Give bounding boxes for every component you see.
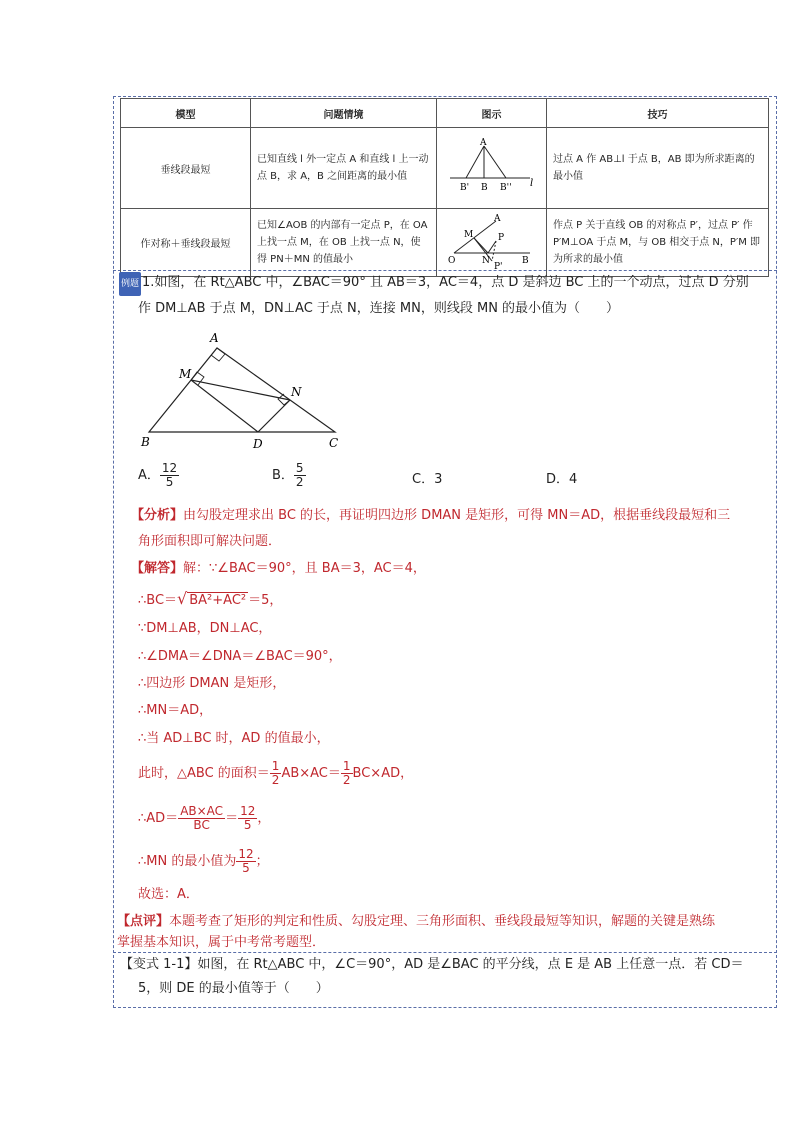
comment-label: 【点评】 bbox=[117, 914, 170, 929]
solution-step-2: ∵DM⊥AB，DN⊥AC， bbox=[138, 621, 272, 636]
solution-step-8 bbox=[138, 805, 270, 832]
label-b1: B' bbox=[459, 182, 469, 193]
solution-step-9 bbox=[138, 848, 269, 875]
label-p1: P' bbox=[493, 262, 503, 269]
choice-d: D．4 bbox=[546, 472, 578, 487]
variant-label: 【变式 1-1】 bbox=[120, 957, 198, 972]
ad-result-numerator: 12 bbox=[240, 804, 256, 818]
segment-np bbox=[488, 241, 496, 253]
choice-a-fraction bbox=[160, 462, 179, 489]
choice-a bbox=[138, 462, 179, 489]
step-7-prefix: 此时，△ABC 的面积＝ bbox=[138, 766, 270, 781]
model-name: 作对称＋垂线段最短 bbox=[121, 209, 251, 277]
mn-fraction bbox=[236, 848, 255, 875]
model-name: 垂线段最短 bbox=[121, 128, 251, 209]
label-b: B bbox=[521, 256, 529, 266]
label-b2: B'' bbox=[499, 182, 512, 193]
step-8-suffix: ， bbox=[257, 811, 271, 826]
choice-b bbox=[272, 462, 306, 489]
triangle-figure bbox=[135, 328, 355, 453]
model-table bbox=[120, 98, 769, 277]
segment-mn bbox=[474, 238, 488, 253]
solution-step-6: ∴当 AD⊥BC 时，AD 的值最小， bbox=[138, 731, 330, 746]
choice-c: C．3 bbox=[412, 472, 443, 487]
label-n: N bbox=[481, 256, 490, 266]
example-text-1: 1.如图，在 Rt△ABC 中，∠BAC＝90° 且 AB＝3，AC＝4，点 D 是斜边 BC 上的一个动点，过点 D 分别 bbox=[142, 275, 749, 290]
choice-b-prefix: B． bbox=[272, 468, 294, 483]
header-situation: 问题情境 bbox=[251, 99, 437, 128]
solution-conclusion: 故选：A． bbox=[138, 887, 199, 902]
mn-denominator: 5 bbox=[242, 861, 250, 875]
ray-oa bbox=[454, 221, 496, 253]
half-denominator: 2 bbox=[271, 773, 280, 787]
solution-intro-text: 解：∵∠BAC＝90°，且 BA＝3，AC＝4， bbox=[183, 561, 426, 576]
variant-line-1 bbox=[120, 954, 743, 976]
solution-intro bbox=[131, 558, 426, 580]
solution-step-3: ∴∠DMA＝∠DNA＝∠BAC＝90°， bbox=[138, 649, 342, 664]
segment-dn bbox=[258, 400, 290, 432]
step-1-prefix: ∴BC＝ bbox=[138, 593, 178, 608]
table-header-row bbox=[121, 99, 769, 128]
segment-ab1 bbox=[466, 146, 484, 178]
step-1-suffix: ＝5， bbox=[248, 593, 283, 608]
label-a: A bbox=[493, 214, 500, 224]
step-8-prefix: ∴AD＝ bbox=[138, 811, 179, 826]
table-row bbox=[121, 128, 769, 209]
choice-b-numerator: 5 bbox=[295, 461, 304, 475]
example-tag: 例题 bbox=[119, 272, 141, 296]
variant-line-2: 5，则 DE 的最小值等于（ ） bbox=[138, 981, 329, 996]
comment-line-1 bbox=[117, 911, 715, 933]
step-8-equals: ＝ bbox=[225, 811, 239, 826]
label-a: A bbox=[479, 137, 486, 148]
label-b: B bbox=[480, 182, 488, 193]
example-line-2: 作 DM⊥AB 于点 M，DN⊥AC 于点 N，连接 MN，则线段 MN 的最小值为（ ） bbox=[138, 301, 620, 316]
solution-step-1 bbox=[138, 588, 282, 612]
label-n: N bbox=[291, 385, 302, 399]
label-p: P bbox=[497, 233, 504, 243]
label-d: D bbox=[253, 437, 263, 451]
label-o: O bbox=[447, 256, 455, 266]
header-figure: 图示 bbox=[437, 99, 547, 128]
header-technique: 技巧 bbox=[547, 99, 769, 128]
symmetry-figure bbox=[444, 213, 540, 269]
solution-step-7 bbox=[138, 760, 413, 787]
variant-text-1: 如图，在 Rt△ABC 中，∠C＝90°，AD 是∠BAC 的平分线，点 E 是 AB 上任意一点．若 CD＝ bbox=[197, 957, 744, 972]
ad-result-denominator: 5 bbox=[243, 818, 252, 832]
half-fraction-2 bbox=[341, 760, 353, 787]
choice-a-numerator: 12 bbox=[161, 461, 178, 475]
table-row bbox=[121, 209, 769, 277]
label-l: l bbox=[529, 177, 533, 189]
label-b: B bbox=[141, 435, 150, 449]
perpendicular-figure bbox=[444, 138, 540, 196]
label-a: A bbox=[210, 331, 219, 345]
choice-a-denominator: 5 bbox=[165, 475, 174, 489]
figure-cell bbox=[437, 209, 547, 277]
situation-text: 已知直线 l 外一定点 A 和直线 l 上一动点 B，求 A，B 之间距离的最小值 bbox=[251, 128, 437, 209]
step-7-suffix: BC×AD， bbox=[352, 766, 414, 781]
figure-cell bbox=[437, 128, 547, 209]
example-line-1 bbox=[119, 272, 749, 296]
label-c: C bbox=[329, 436, 339, 450]
right-angle-a bbox=[211, 348, 225, 361]
comment-text-1: 本题考查了矩形的判定和性质、勾股定理、三角形面积、垂线段最短等知识，解题的关键是熟练 bbox=[169, 914, 716, 929]
step-9-suffix: ； bbox=[255, 854, 269, 869]
half-fraction bbox=[270, 760, 282, 787]
label-m: M bbox=[463, 230, 473, 240]
solution-step-5: ∴MN＝AD， bbox=[138, 703, 213, 718]
half-numerator-2: 1 bbox=[342, 759, 351, 773]
analysis-line-2: 角形面积即可解决问题． bbox=[138, 534, 282, 549]
technique-text: 过点 A 作 AB⊥l 于点 B，AB 即为所求距离的最小值 bbox=[547, 128, 769, 209]
ad-result-fraction bbox=[238, 805, 257, 832]
analysis-line-1 bbox=[131, 505, 730, 527]
ad-fraction bbox=[178, 805, 225, 832]
ad-denominator: BC bbox=[193, 818, 210, 832]
step-1-radicand: BA²+AC² bbox=[189, 593, 247, 608]
analysis-label: 【分析】 bbox=[131, 508, 184, 523]
choice-b-denominator: 2 bbox=[295, 475, 304, 489]
solution-label: 【解答】 bbox=[131, 561, 184, 576]
mn-numerator: 12 bbox=[238, 847, 254, 861]
sqrt-icon: √ bbox=[177, 589, 188, 608]
situation-text: 已知∠AOB 的内部有一定点 P，在 OA 上找一点 M，在 OB 上找一点 N，使得 PN＋MN 的值最小 bbox=[251, 209, 437, 277]
step-9-prefix: ∴MN 的最小值为 bbox=[138, 854, 237, 869]
analysis-text-1: 由勾股定理求出 BC 的长，再证明四边形 DMAN 是矩形，可得 MN＝AD，根据垂线段最短和三 bbox=[183, 508, 731, 523]
half-numerator: 1 bbox=[271, 759, 280, 773]
step-7-middle: AB×AC＝ bbox=[281, 766, 341, 781]
ad-numerator: AB×AC bbox=[180, 804, 224, 818]
technique-text: 作点 P 关于直线 OB 的对称点 P′，过点 P′ 作 P′M⊥OA 于点 M，与 OB 相交于点 N，P′M 即为所求的最小值 bbox=[547, 209, 769, 277]
choice-b-fraction bbox=[294, 462, 306, 489]
label-m: M bbox=[179, 367, 192, 381]
half-denominator-2: 2 bbox=[342, 773, 351, 787]
segment-dm bbox=[191, 380, 258, 432]
header-model: 模型 bbox=[121, 99, 251, 128]
segment-ab2 bbox=[484, 146, 506, 178]
choice-a-prefix: A． bbox=[138, 468, 160, 483]
comment-line-2: 掌握基本知识，属于中考常考题型． bbox=[117, 935, 326, 950]
solution-step-4: ∴四边形 DMAN 是矩形， bbox=[138, 676, 286, 691]
